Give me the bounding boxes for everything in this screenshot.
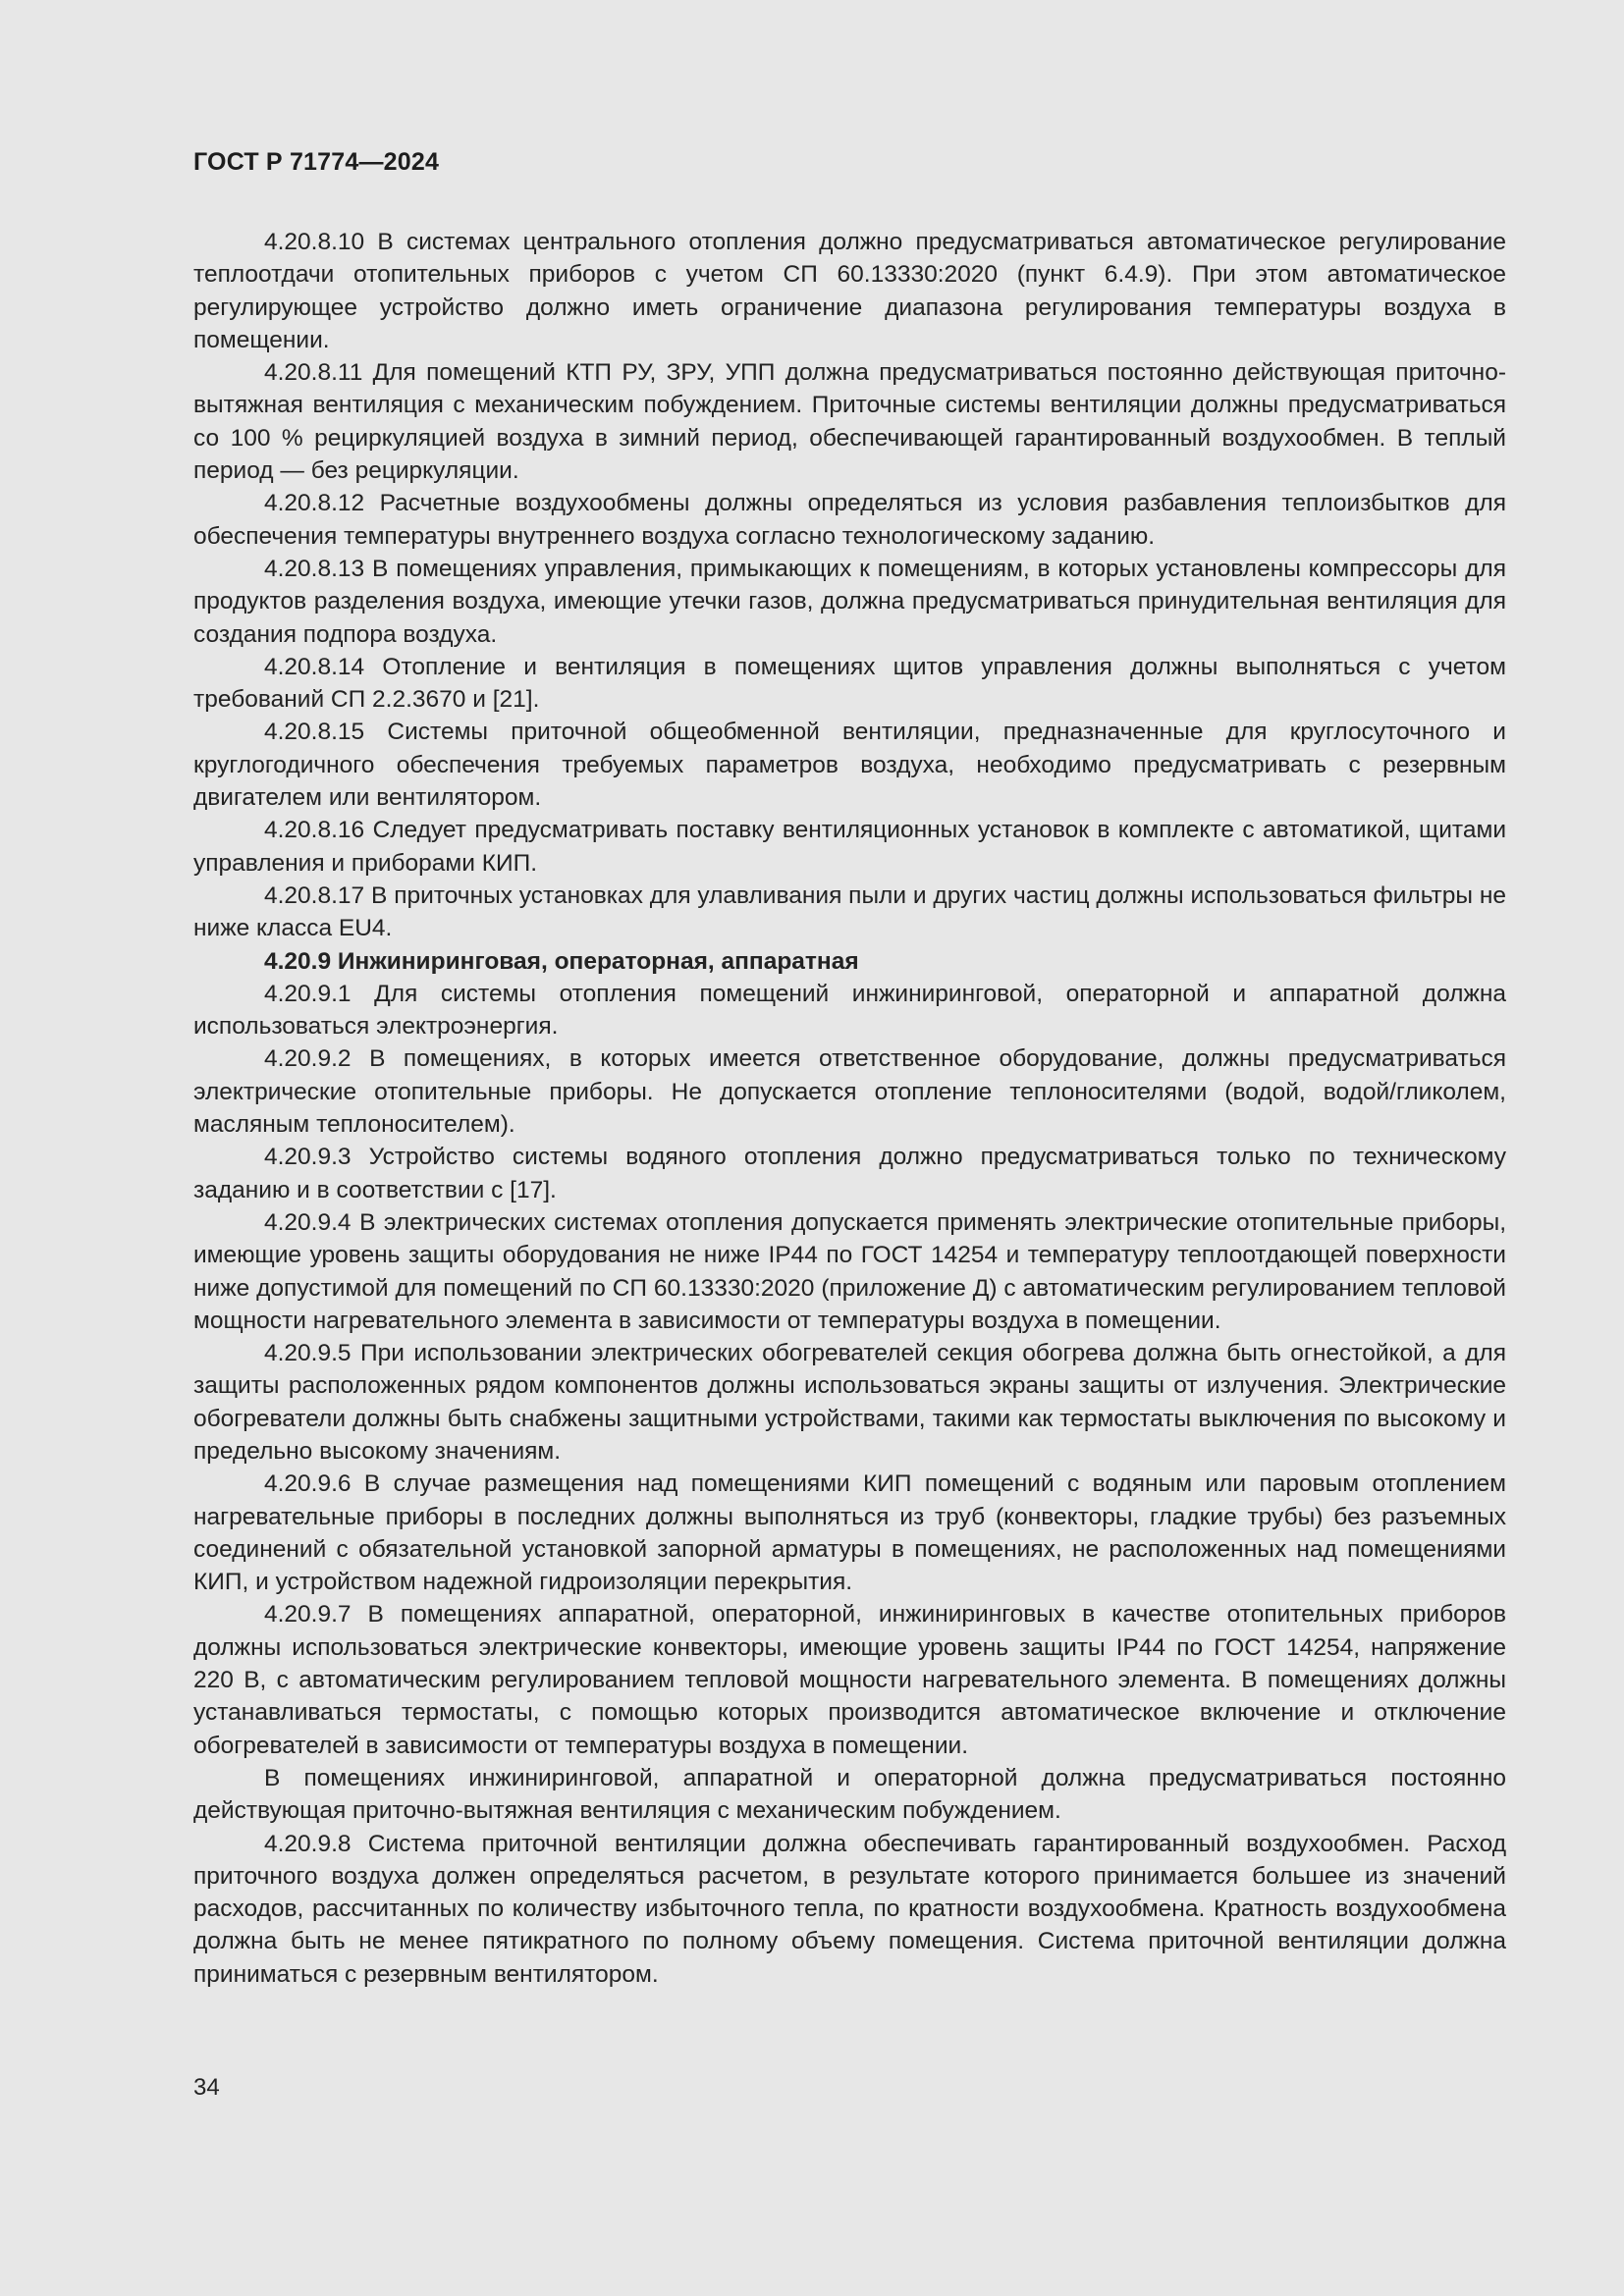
paragraph-4-20-8-10: 4.20.8.10 В системах центрального отопления должно предусматриваться автоматическое регулирование теплоотдачи отопительных приборов с учетом СП 60.13330:2020 (пункт 6.4.9). При этом автоматическое регулирующее устройство должно иметь ограничение диапазона регулирования температуры воздуха в помещении. <box>193 229 1506 353</box>
paragraph-4-20-8-12: 4.20.8.12 Расчетные воздухообмены должны определяться из условия разбавления теплоизбытков для обеспечения температуры внутреннего воздуха согласно технологическому заданию. <box>193 490 1506 550</box>
paragraph-4-20-9-3: 4.20.9.3 Устройство системы водяного отопления должно предусматриваться только по техническому заданию и в соответствии с [17]. <box>193 1144 1506 1203</box>
paragraph-4-20-8-17: 4.20.8.17 В приточных установках для улавливания пыли и других частиц должны использоваться фильтры не ниже класса EU4. <box>193 881 1506 942</box>
document-body <box>193 226 1506 1991</box>
section-heading-4-20-9: 4.20.9 Инжиниринговая, операторная, аппаратная <box>264 947 859 975</box>
paragraph-4-20-8-15: 4.20.8.15 Системы приточной общеобменной вентиляции, предназначенные для круглосуточного и круглогодичного обеспечения требуемых параметров воздуха, необходимо предусматривать с резервным двигателем или вентилятором. <box>193 719 1506 812</box>
paragraph-4-20-9-5: 4.20.9.5 При использовании электрических обогревателей секция обогрева должна быть огнестойкой, а для защиты расположенных рядом компонентов должны использоваться экраны защиты от излучения. Электрические обогреватели должны быть снабжены защитными устройствами, такими как термостаты выключения по высокому и предельно высокому значениям. <box>193 1340 1506 1465</box>
paragraph-4-20-9-8: 4.20.9.8 Система приточной вентиляции должна обеспечивать гарантированный воздухообмен. Расход приточного воздуха должен определяться расчетом, в результате которого принимается большее из значений расходов, рассчитанных по количеству избыточного тепла, по кратности воздухообмена. Кратность воздухообмена должна быть не менее пятикратного по полному объему помещения. Система приточной вентиляции должна приниматься с резервным вентилятором. <box>193 1830 1506 1988</box>
paragraph-4-20-9-6: 4.20.9.6 В случае размещения над помещениями КИП помещений с водяным или паровым отоплением нагревательные приборы в последних должны выполняться из труб (конвекторы, гладкие трубы) без разъемных соединений с обязательной установкой запорной арматуры в помещениях, не расположенных над помещениями КИП, и устройством надежной гидроизоляции перекрытия. <box>193 1470 1506 1596</box>
paragraph-4-20-8-14: 4.20.8.14 Отопление и вентиляция в помещениях щитов управления должны выполняться с учетом требований СП 2.2.3670 и [21]. <box>193 653 1506 714</box>
paragraph-4-20-8-11: 4.20.8.11 Для помещений КТП РУ, ЗРУ, УПП должна предусматриваться постоянно действующая приточно-вытяжная вентиляция с механическим побуждением. Приточные системы вентиляции должны предусматриваться со 100 % рециркуляцией воздуха в зимний период, обеспечивающей гарантированный воздухообмен. В теплый период — без рециркуляции. <box>193 359 1506 485</box>
document-header: ГОСТ Р 71774—2024 <box>193 148 440 176</box>
paragraph-4-20-9-4: 4.20.9.4 В электрических системах отопления допускается применять электрические отопительные приборы, имеющие уровень защиты оборудования не ниже IP44 по ГОСТ 14254 и температуру теплоотдающей поверхности ниже допустимой для помещений по СП 60.13330:2020 (приложение Д) с автоматическим регулированием тепловой мощности нагревательного элемента в зависимости от температуры воздуха в помещении. <box>193 1208 1506 1334</box>
paragraph-4-20-8-13: 4.20.8.13 В помещениях управления, примыкающих к помещениям, в которых установлены компрессоры для продуктов разделения воздуха, имеющие утечки газов, должна предусматриваться принудительная вентиляция для создания подпора воздуха. <box>193 555 1506 648</box>
paragraph-4-20-9-7: 4.20.9.7 В помещениях аппаратной, операторной, инжиниринговых в качестве отопительных приборов должны использоваться электрические конвекторы, имеющие уровень защиты IP44 по ГОСТ 14254, напряжение 220 В, с автоматическим регулированием тепловой мощности нагревательного элемента. В помещениях должны устанавливаться термостаты, с помощью которых производится автоматическое включение и отключение обогревателей в зависимости от температуры воздуха в помещении. <box>193 1601 1506 1759</box>
page-number: 34 <box>193 2074 220 2101</box>
paragraph-4-20-8-16: 4.20.8.16 Следует предусматривать поставку вентиляционных установок в комплекте с автоматикой, щитами управления и приборами КИП. <box>193 817 1506 877</box>
paragraph-4-20-9-1: 4.20.9.1 Для системы отопления помещений инжиниринговой, операторной и аппаратной должна использоваться электроэнергия. <box>193 980 1506 1041</box>
paragraph-ventilation-note: В помещениях инжиниринговой, аппаратной и операторной должна предусматриваться постоянно действующая приточно-вытяжная вентиляция с механическим побуждением. <box>193 1764 1506 1825</box>
paragraph-4-20-9-2: 4.20.9.2 В помещениях, в которых имеется ответственное оборудование, должны предусматриваться электрические отопительные приборы. Не допускается отопление теплоносителями (водой, водой/гликолем, масляным теплоносителем). <box>193 1045 1506 1139</box>
